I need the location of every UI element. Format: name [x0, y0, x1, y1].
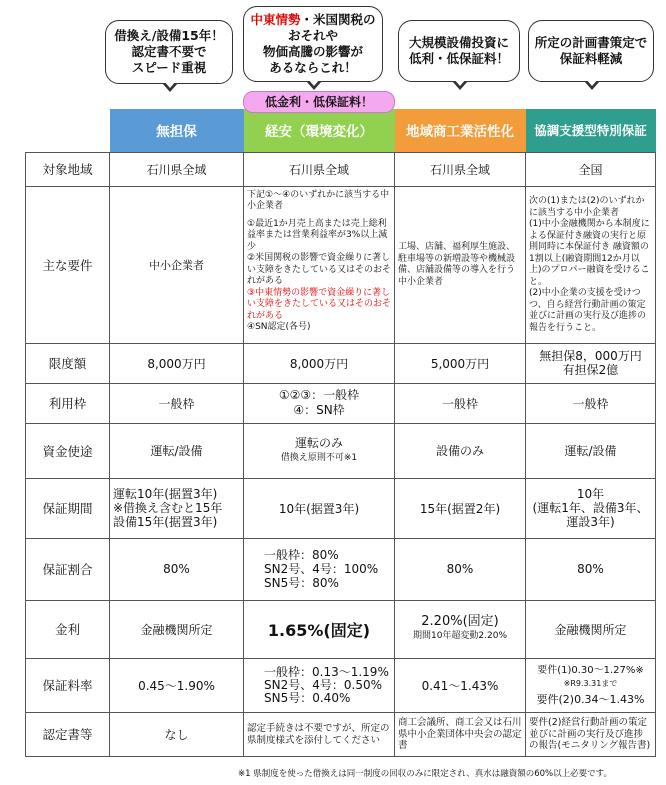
cell-line: SN2号、4号：100%	[264, 562, 379, 576]
header-blank	[26, 109, 110, 152]
cell-line: 要件(2)0.34～1.43%	[536, 693, 645, 706]
row-label: 主な要件	[26, 186, 110, 343]
cell	[244, 383, 395, 423]
cell-requirements-coop	[526, 186, 656, 343]
cell: 0.45～1.90%	[110, 658, 244, 712]
cell	[110, 478, 244, 538]
bubble-regional	[398, 20, 520, 82]
cell-requirements-keian	[244, 186, 395, 343]
row-label: 対象地域	[26, 152, 110, 186]
row-label: 資金使途	[26, 423, 110, 478]
bubble-line: スピード重視	[131, 60, 207, 75]
row-label: 保証期間	[26, 478, 110, 538]
cell: 8,000万円	[110, 343, 244, 383]
cell-line: ④：SN枠	[293, 403, 345, 417]
cell-line: 一般枠：80%	[264, 548, 339, 562]
cell-rate-keian: 1.65%(固定)	[244, 600, 395, 658]
bubble-line: 保証料軽減	[559, 51, 623, 66]
cell: 金融機関所定	[526, 600, 656, 658]
cell-line: 借換え原則不可※1	[280, 452, 358, 463]
cell: 設備のみ	[395, 423, 526, 478]
cell-line: 運転のみ	[294, 435, 343, 450]
cell-line: ※R9.3.31まで	[563, 679, 618, 688]
cell	[395, 600, 526, 658]
bubble-line: あるならこれ！	[269, 60, 357, 75]
cell	[526, 343, 656, 383]
cell: 15年(据置2年)	[395, 478, 526, 538]
bubble-keian	[243, 6, 383, 82]
cell: 運転/設備	[110, 423, 244, 478]
req-line: (1)中小金融機関から本制度による保証付き融資の実行と原則同時に本保証付き 融資額の1割以上(融資期間12か月以上)のプロパー融資を受けること。	[529, 219, 650, 287]
row-label: 利用枠	[26, 383, 110, 423]
cell: 工場、店舗、福利厚生施設、駐車場等の新増設等や機械設備、店舗設備等の導入を行う中小企業者	[395, 186, 526, 343]
bubble-line: 低利・低保証料！	[408, 51, 509, 66]
cell: 8,000万円	[244, 343, 395, 383]
cell	[244, 658, 395, 712]
cell	[244, 423, 395, 478]
bubble-line: 物価高騰の影響が	[262, 44, 363, 59]
bubble-line: 借換え/設備15年！	[114, 28, 224, 43]
row-label: 保証割合	[26, 538, 110, 600]
req-line: ④SN認定(各号)	[247, 322, 311, 332]
cell-line: 運設3年)	[566, 515, 615, 529]
req-line-highlight: ③中東情勢の影響で資金繰りに著しい支障をきたしている又はそのおそれがある	[247, 287, 392, 321]
cell-line: (運転1年、設備3年、	[532, 501, 649, 515]
bubble-line: 認定書不要で	[131, 44, 207, 59]
cell: 一般枠	[110, 383, 244, 423]
header-cooperative: 協調支援型特別保証	[526, 109, 656, 152]
cell-line: ①②③：一般枠	[278, 388, 360, 402]
header-keian: 経安（環境変化）	[244, 109, 395, 152]
cell: 要件(2)経営行動計画の策定並びに計画の実行及び進捗の報告(モニタリング報告書)	[526, 712, 656, 756]
cell	[526, 478, 656, 538]
cell-line: 10年	[576, 487, 605, 501]
cell-line: 設備15年(据置3年)	[113, 515, 218, 529]
cell-line: SN2号、4号：0.50%	[264, 677, 382, 692]
comparison-table	[25, 109, 656, 757]
cell-line: SN5号：0.40%	[264, 690, 351, 705]
cell: 金融機関所定	[110, 600, 244, 658]
cell: 運転/設備	[526, 423, 656, 478]
cell: 全国	[526, 152, 656, 186]
row-label: 保証料率	[26, 658, 110, 712]
cell: 一般枠	[395, 383, 526, 423]
req-line: ②米国関税の影響で資金繰りに著しい支障をきたしている又はそのおそれがある	[247, 253, 392, 286]
cell-line: 2.20%(固定)	[421, 614, 499, 629]
cell-line: 運転10年(据置3年)	[113, 487, 218, 501]
bubble-cooperative	[528, 20, 654, 82]
cell: 石川県全域	[244, 152, 395, 186]
cell: 80%	[110, 538, 244, 600]
req-line: (2)中小企業の支援を受けつつ、自ら経営行動計画の策定並びに計画の実行及び進捗の報告を行うこと。	[529, 288, 647, 333]
cell: 一般枠	[526, 383, 656, 423]
cell: 認定手続きは不要ですが、所定の県制度様式を添付してください	[244, 712, 395, 756]
cell-line: 要件(1)0.30～1.27%※	[537, 665, 644, 676]
row-label: 金利	[26, 600, 110, 658]
cell	[244, 538, 395, 600]
header-unsecured: 無担保	[110, 109, 244, 152]
req-line: 次の(1)または(2)のいずれかに該当する中小企業者	[529, 196, 645, 218]
cell-line: 一般枠：0.13～1.19%	[264, 664, 389, 679]
cell: 商工会議所、商工会又は石川県中小企業団体中央会の認定書	[395, 712, 526, 756]
cell-line: ※借換え含むと15年	[113, 501, 223, 515]
bubble-line: おそれや	[287, 28, 338, 43]
bubble-line: 大規模設備投資に	[408, 35, 509, 50]
row-label: 認定書等	[26, 712, 110, 756]
cell: 80%	[526, 538, 656, 600]
cell	[526, 658, 656, 712]
cell: 中小企業者	[110, 186, 244, 343]
cell: 石川県全域	[110, 152, 244, 186]
cell: なし	[110, 712, 244, 756]
bubble-unsecured	[105, 20, 233, 84]
row-label: 限度額	[26, 343, 110, 383]
header-regional: 地域商工業活性化	[395, 109, 526, 152]
req-line: 下記①～④のいずれかに該当する中小企業者	[247, 189, 390, 211]
cell-line: 期間10年超変動2.20%	[412, 631, 508, 641]
low-rate-badge: 低金利・低保証料！	[243, 91, 395, 113]
bubble-line: 所定の計画書策定で	[534, 35, 648, 50]
req-line: ①最近1か月売上高または売上総利益率または営業利益率が3%以上減少	[247, 218, 388, 252]
bubble-line: ・米国関税の	[300, 12, 376, 27]
cell: 10年(据置3年)	[244, 478, 395, 538]
footnote: ※1 県制度を使った借換えは同一制度の回収のみに限定され、真水は融資額の60%以上必要です。	[238, 769, 612, 779]
cell: 80%	[395, 538, 526, 600]
cell-line: 無担保8，000万円	[539, 349, 642, 363]
cell-line: 有担保2億	[562, 363, 619, 377]
cell-line: SN5号：80%	[264, 576, 339, 590]
cell: 0.41～1.43%	[395, 658, 526, 712]
bubble-highlight: 中東情勢	[250, 12, 301, 27]
cell: 5,000万円	[395, 343, 526, 383]
cell: 石川県全域	[395, 152, 526, 186]
